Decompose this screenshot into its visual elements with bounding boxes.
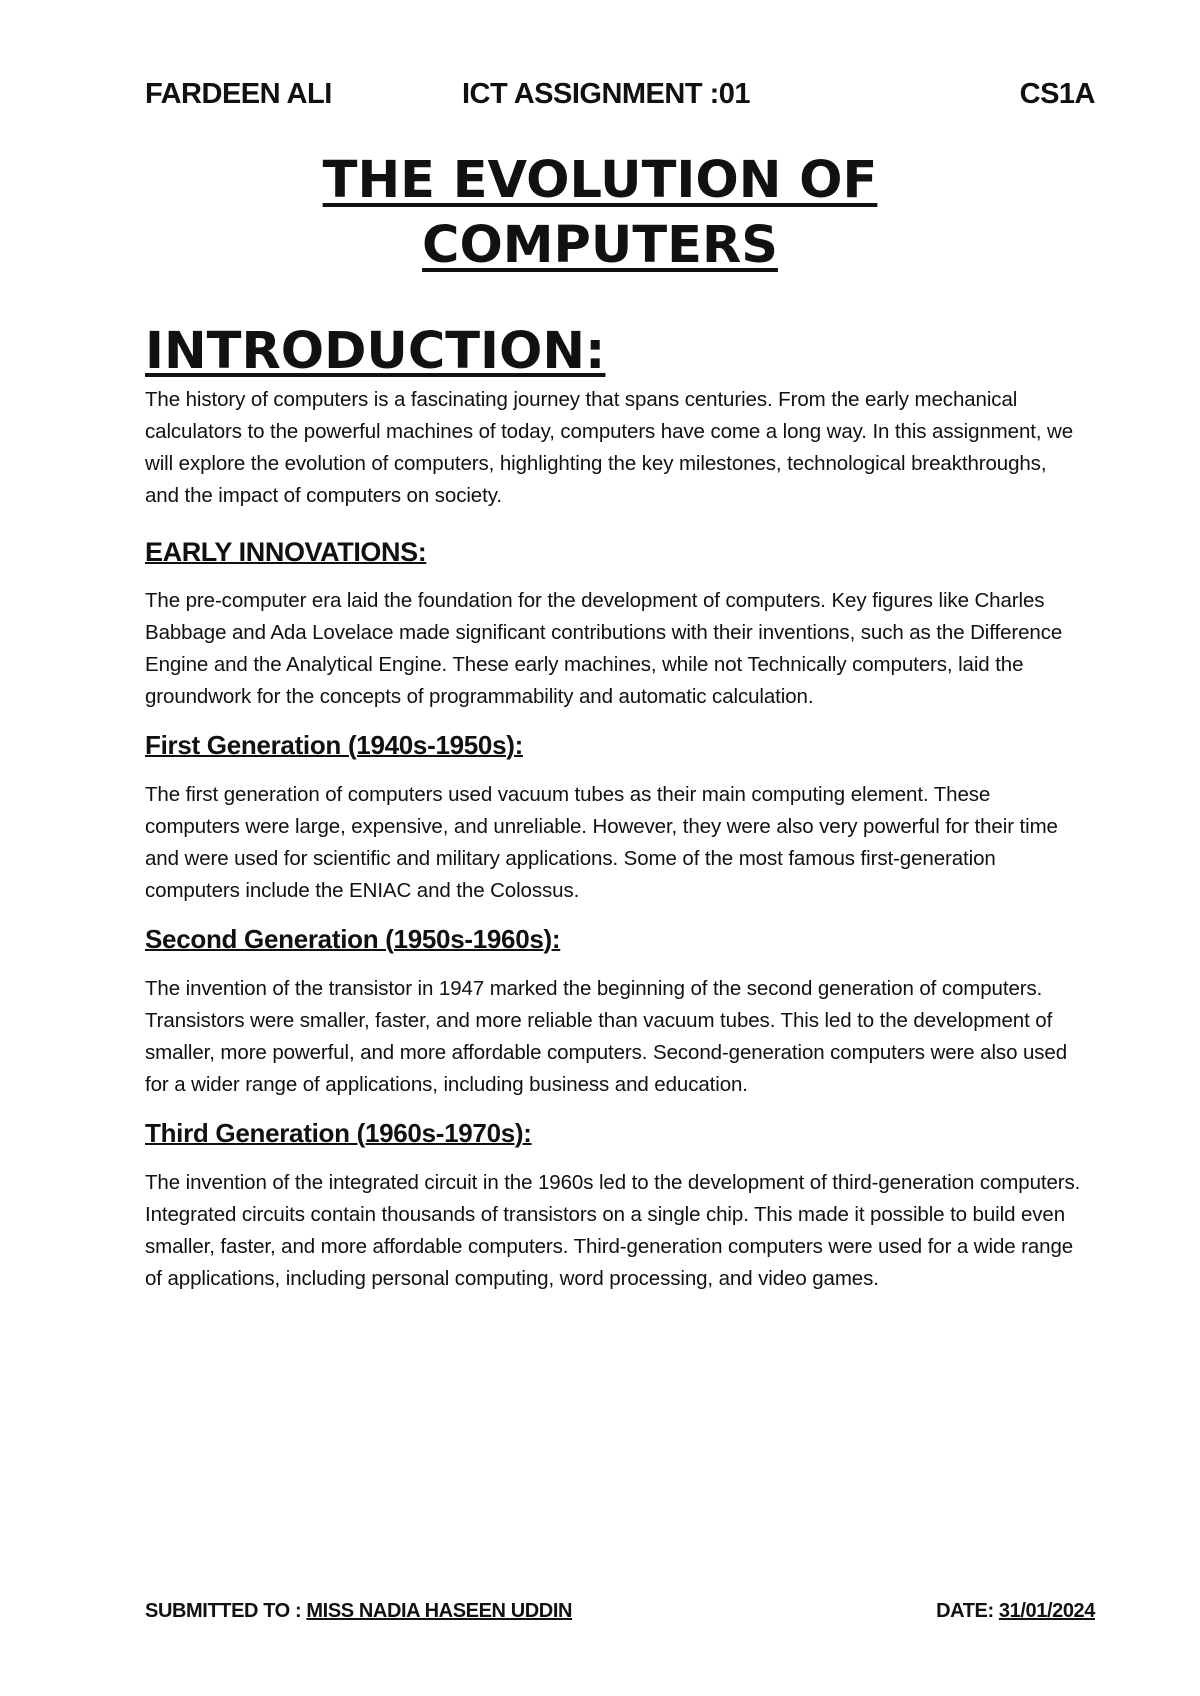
first-generation-heading: First Generation (1940s-1950s): bbox=[145, 730, 523, 760]
title-line-2: COMPUTERS bbox=[422, 216, 778, 275]
early-innovations-paragraph: The pre-computer era laid the foundation for the development of computers. Key figures like Charles Babbage and Ada Lovelace made significant contributions with their inventions, such as the Difference Engine and the Analytical Engine. These early machines, while not Technically computers, laid the groundwork for the concepts of programmability and automatic calculation. bbox=[145, 589, 1063, 708]
submitted-label: SUBMITTED TO : bbox=[145, 1600, 307, 1622]
submitted-to bbox=[145, 1600, 572, 1623]
page-header bbox=[145, 78, 1095, 122]
document-title bbox=[0, 148, 1200, 278]
date-label: DATE: bbox=[936, 1600, 999, 1622]
title-line-1: THE EVOLUTION OF bbox=[322, 151, 878, 210]
early-innovations-heading: EARLY INNOVATIONS: bbox=[145, 537, 427, 567]
document-body bbox=[145, 320, 1085, 1295]
third-generation-paragraph: The invention of the integrated circuit in the 1960s led to the development of third-generation computers. Integrated circuits contain thousands of transistors on a single chip. This made it possible to build even smaller, faster, and more affordable computers. Third-generation computers were used for a wide range of applications, including personal computing, word processing, and video games. bbox=[145, 1171, 1081, 1290]
student-name: FARDEEN ALI bbox=[145, 78, 332, 110]
first-generation-paragraph: The first generation of computers used vacuum tubes as their main computing element. These computers were large, expensive, and unreliable. However, they were also very powerful for their time and were used for scientific and military applications. Some of the most famous first-generation computers include the ENIAC and the Colossus. bbox=[145, 783, 1058, 902]
second-generation-heading: Second Generation (1950s-1960s): bbox=[145, 924, 561, 954]
introduction-heading: INTRODUCTION: bbox=[145, 322, 606, 381]
submission-date bbox=[936, 1600, 1095, 1623]
assignment-label: ICT ASSIGNMENT :01 bbox=[462, 78, 751, 110]
second-generation-paragraph: The invention of the transistor in 1947 marked the beginning of the second generation of computers. Transistors were smaller, faster, and more reliable than vacuum tubes. This led to the development of smaller, more powerful, and more affordable computers. Second-generation computers were also used for a wider range of applications, including business and education. bbox=[145, 977, 1068, 1096]
teacher-name: MISS NADIA HASEEN UDDIN bbox=[306, 1600, 573, 1622]
third-generation-heading: Third Generation (1960s-1970s): bbox=[145, 1118, 532, 1148]
introduction-paragraph: The history of computers is a fascinating journey that spans centuries. From the early mechanical calculators to the powerful machines of today, computers have come a long way. In this assignment, we will explore the evolution of computers, highlighting the key milestones, technological breakthroughs, and the impact of computers on society. bbox=[145, 388, 1074, 507]
date-value: 31/01/2024 bbox=[998, 1600, 1095, 1622]
class-label: CS1A bbox=[1019, 78, 1095, 110]
